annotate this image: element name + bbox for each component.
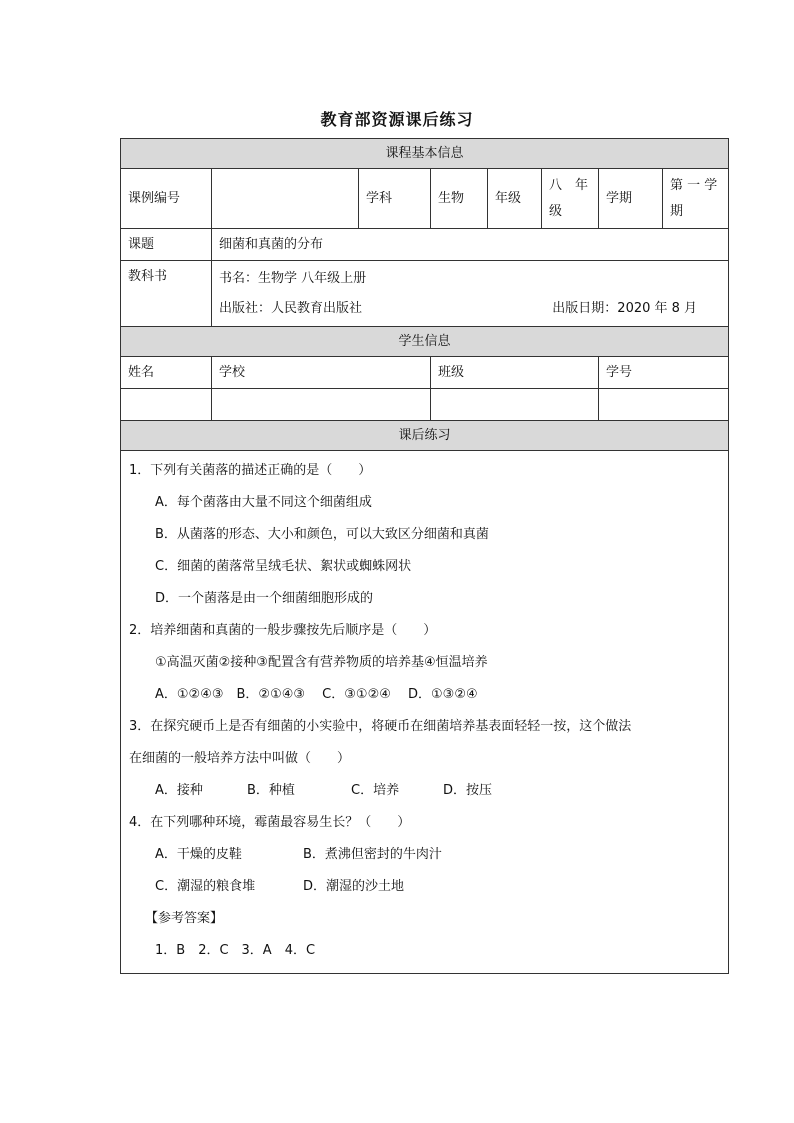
question-3-line1: 3．在探究硬币上是否有细菌的小实验中，将硬币在细菌培养基表面轻轻一按，这个做法 (129, 719, 632, 734)
grade-label: 年级 (488, 169, 542, 229)
question-3-option-b: B．种植 (247, 783, 295, 798)
publish-date: 出版日期：2020 年 8 月 (552, 300, 698, 316)
grade-value-line1: 八 年 (549, 177, 589, 193)
question-1-option-a: A．每个菌落由大量不同这个细菌组成 (155, 495, 372, 510)
worksheet-table (120, 138, 729, 974)
question-4: 4．在下列哪种环境，霉菌最容易生长？（ ） (129, 815, 411, 830)
question-2-options: A．①②④③ B．②①④③ C．③①②④ D．①③②④ (155, 687, 478, 702)
student-name-field[interactable] (121, 389, 212, 421)
question-4-option-a: A．干燥的皮鞋 (155, 847, 242, 862)
student-info-header: 学生信息 (121, 327, 729, 357)
question-1-option-c: C．细菌的菌落常呈绒毛状、絮状或蜘蛛网状 (155, 559, 412, 574)
student-id-field[interactable] (599, 389, 729, 421)
course-info-header: 课程基本信息 (121, 139, 729, 169)
term-value-line2: 期 (670, 203, 684, 219)
exercise-header: 课后练习 (121, 421, 729, 451)
topic-label: 课题 (121, 229, 212, 261)
question-2-steps: ①高温灭菌②接种③配置含有营养物质的培养基④恒温培养 (155, 655, 488, 670)
answer-title: 【参考答案】 (145, 911, 224, 926)
course-code-value (212, 169, 359, 229)
question-3-option-c: C．培养 (351, 783, 400, 798)
school-field[interactable] (212, 389, 431, 421)
question-2: 2．培养细菌和真菌的一般步骤按先后顺序是（ ） (129, 623, 437, 638)
textbook-label: 教科书 (121, 261, 212, 327)
question-4-option-c: C．潮湿的粮食堆 (155, 879, 256, 894)
publisher: 出版社：人民教育出版社 (219, 300, 363, 316)
question-4-options-row1 (129, 839, 718, 871)
grade-value-line2: 级 (549, 203, 563, 219)
question-4-options-row2 (129, 871, 718, 903)
term-value-line1: 第 一 学 (670, 177, 718, 193)
question-1-option-d: D．一个菌落是由一个细菌细胞形成的 (155, 591, 374, 606)
school-label: 学校 (212, 357, 431, 389)
document-title: 教育部资源课后练习 (320, 110, 474, 129)
question-1-option-b: B．从菌落的形态、大小和颜色，可以大致区分细菌和真菌 (155, 527, 489, 542)
textbook-info (212, 261, 729, 327)
question-3-line2: 在细菌的一般培养方法中叫做（ ） (129, 751, 351, 766)
subject-value: 生物 (431, 169, 488, 229)
question-3-option-a: A．接种 (155, 783, 203, 798)
question-3-options (129, 775, 718, 807)
student-id-label: 学号 (599, 357, 729, 389)
course-code-label: 课例编号 (121, 169, 212, 229)
term-value (663, 169, 729, 229)
grade-value (542, 169, 599, 229)
class-field[interactable] (431, 389, 599, 421)
student-name-label: 姓名 (121, 357, 212, 389)
book-name: 书名：生物学 八年级上册 (219, 270, 367, 286)
publisher-line (219, 299, 721, 319)
question-4-option-d: D．潮湿的沙土地 (303, 879, 405, 894)
class-label: 班级 (431, 357, 599, 389)
answer-key: 1．B 2．C 3．A 4．C (155, 943, 316, 958)
term-label: 学期 (599, 169, 663, 229)
subject-label: 学科 (359, 169, 431, 229)
question-4-option-b: B．煮沸但密封的牛肉汁 (303, 847, 442, 862)
topic-value: 细菌和真菌的分布 (212, 229, 729, 261)
exercise-content (121, 451, 729, 974)
question-3-option-d: D．按压 (443, 783, 493, 798)
question-1: 1．下列有关菌落的描述正确的是（ ） (129, 463, 372, 478)
